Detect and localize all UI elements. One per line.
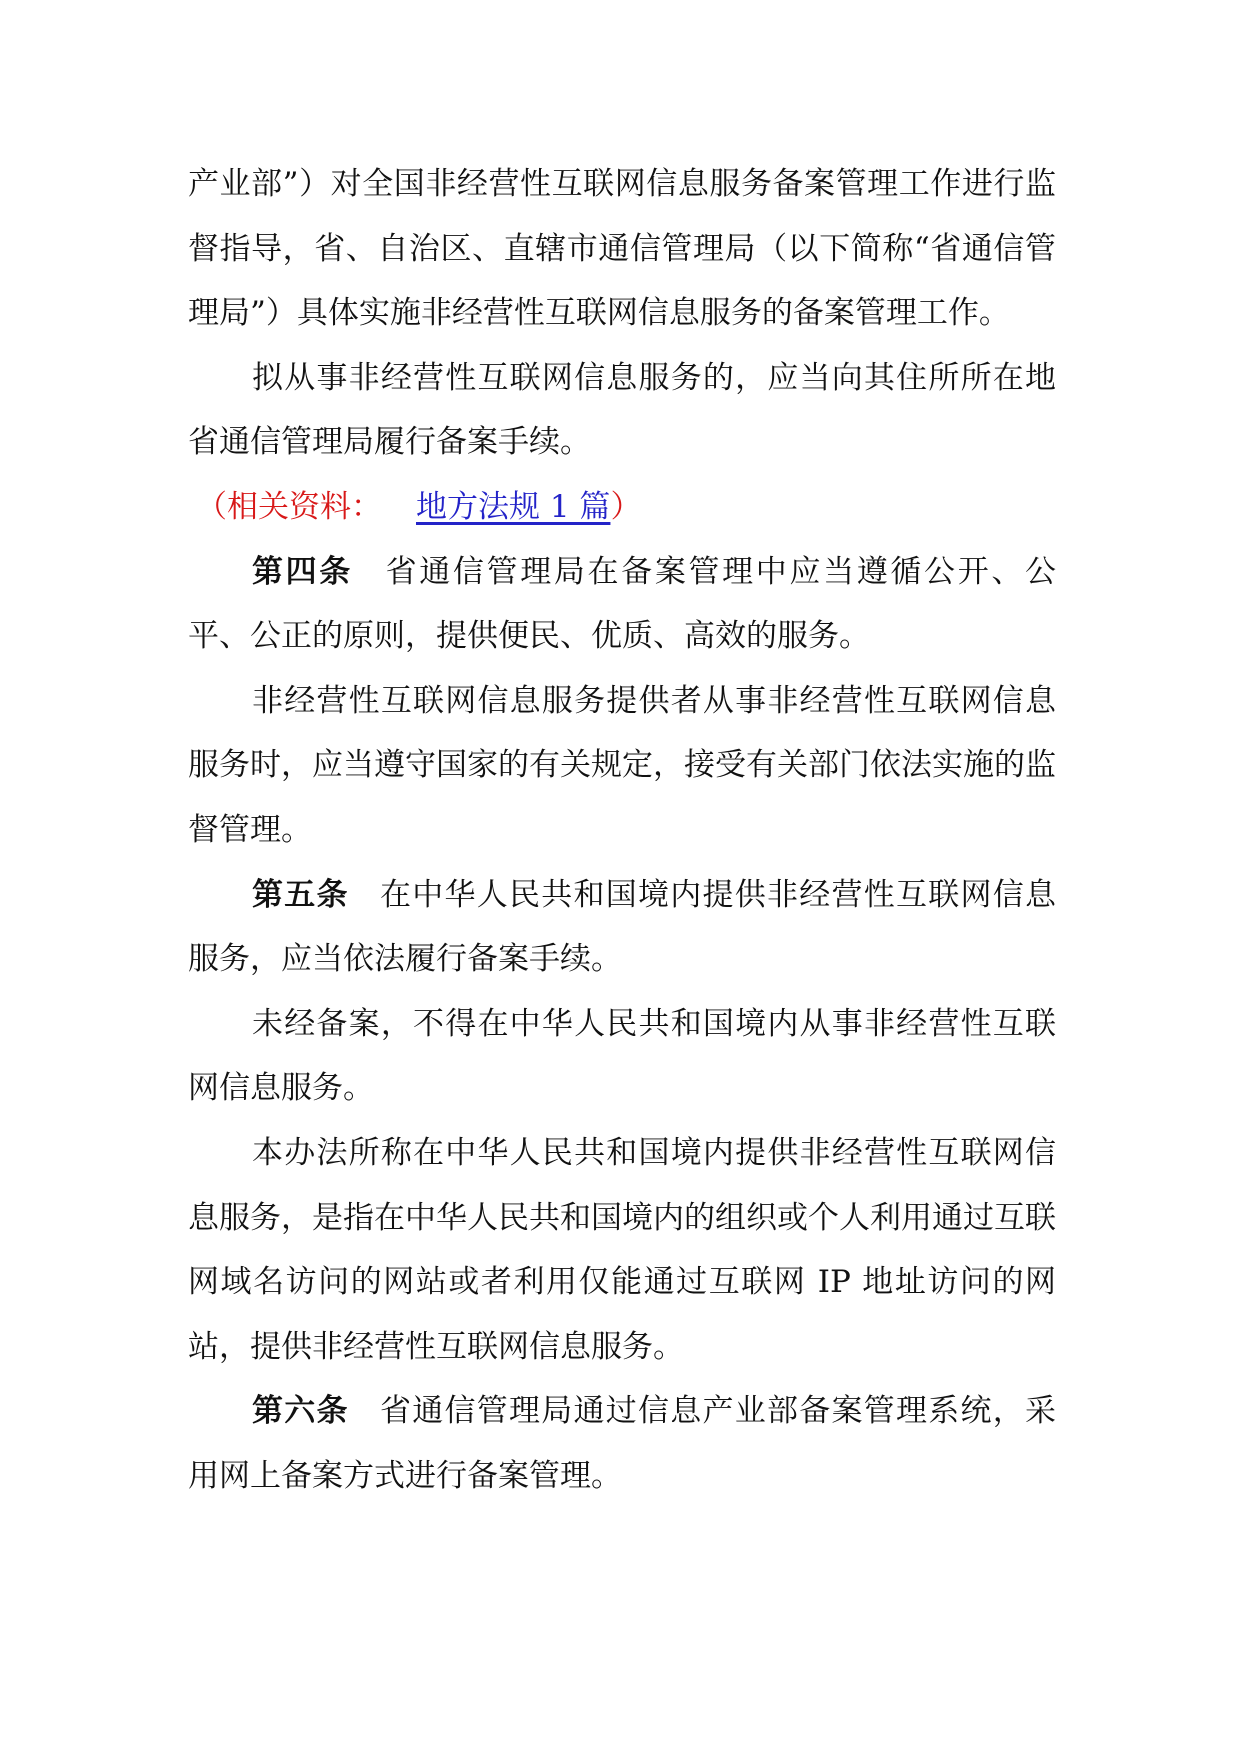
- related-prefix: （相关资料：: [196, 488, 382, 525]
- related-link-local-regulations[interactable]: 地方法规 1 篇: [416, 488, 611, 525]
- article-5-heading: 第五条: [252, 876, 349, 913]
- related-suffix: ）: [610, 488, 642, 525]
- paragraph-no-filing: 未经备案，不得在中华人民共和国境内从事非经营性互联网信息服务。: [188, 1005, 1056, 1107]
- article-6-heading: 第六条: [252, 1393, 349, 1430]
- paragraph-provider-obligations: 非经营性互联网信息服务提供者从事非经营性互联网信息服务时，应当遵守国家的有关规定，接受有关部门依法实施的监督管理。: [188, 682, 1056, 848]
- article-6-text: 省通信管理局通过信息产业部备案管理系统，采用网上备案方式进行备案管理。: [188, 1393, 1056, 1494]
- paragraph-definition: 本办法所称在中华人民共和国境内提供非经营性互联网信息服务，是指在中华人民共和国境内的组织或个人利用通过互联网域名访问的网站或者利用仅能通过互联网 IP 地址访问的网站，提供非经营性互联网信息服务。: [188, 1134, 1056, 1365]
- article-4-text: 省通信管理局在备案管理中应当遵循公开、公平、公正的原则，提供便民、优质、高效的服务。: [188, 553, 1057, 655]
- paragraph-filing-requirement: 拟从事非经营性互联网信息服务的，应当向其住所所在地省通信管理局履行备案手续。: [188, 359, 1056, 461]
- article-5: [188, 863, 1056, 992]
- article-6: [188, 1379, 1056, 1508]
- article-4-heading: 第四条: [252, 553, 353, 590]
- related-materials: [188, 475, 1056, 540]
- article-5-text: 在中华人民共和国境内提供非经营性互联网信息服务，应当依法履行备案手续。: [188, 876, 1056, 978]
- paragraph-continued: 产业部”）对全国非经营性互联网信息服务备案管理工作进行监督指导，省、自治区、直辖市通信管理局（以下简称“省通信管理局”）具体实施非经营性互联网信息服务的备案管理工作。: [188, 166, 1056, 332]
- article-4: [188, 540, 1056, 669]
- document-page: [188, 152, 1056, 1508]
